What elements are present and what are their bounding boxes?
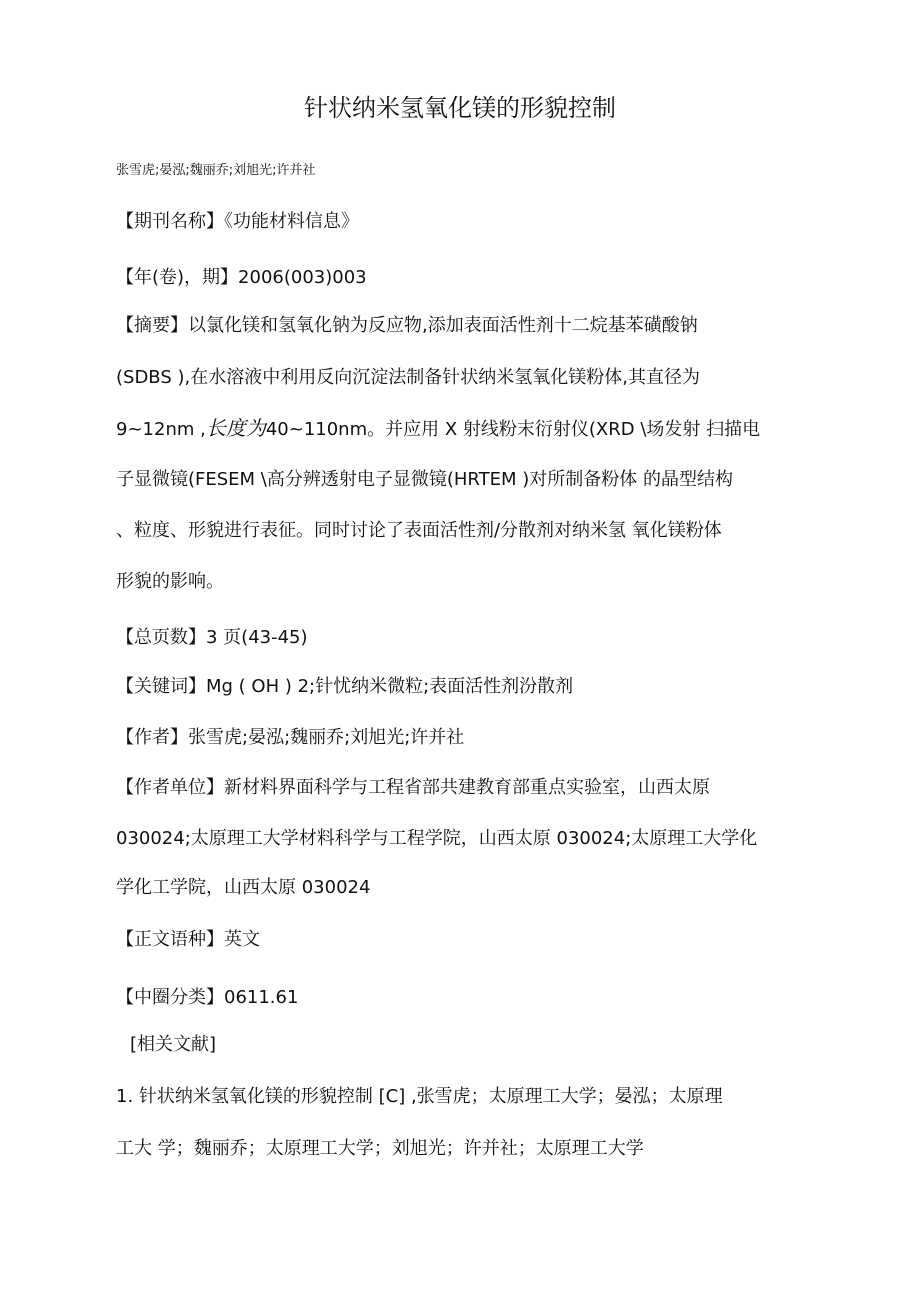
affiliation-line-3: 学化工学院，山西太原 030024 bbox=[116, 877, 371, 898]
abstract-length-label: 长度为 bbox=[205, 416, 266, 440]
abstract-line-4: 子显微镜(FESEM \高分辨透射电子显微镜(HRTEM )对所制备粉体 的晶型结构 bbox=[116, 469, 733, 490]
text-language: 【正文语种】英文 bbox=[116, 929, 260, 950]
affiliation-line-1: 【作者单位】新材料界面科学与工程省部共建教育部重点实验室，山西太原 bbox=[116, 777, 710, 798]
issue-info: 【年(卷)，期】2006(003)003 bbox=[116, 267, 367, 288]
related-item-1-line-2: 工大 学；魏丽乔；太原理工大学；刘旭光；许并社；太原理工大学 bbox=[116, 1138, 644, 1159]
abstract-line-6: 形貌的影响。 bbox=[116, 571, 224, 592]
abstract-line-1: 【摘要】以氯化镁和氢氧化钠为反应物,添加表面活性剂十二烷基苯磺酸钠 bbox=[116, 315, 698, 336]
classification: 【中圈分类】0611.61 bbox=[116, 987, 299, 1008]
abstract-line-3 bbox=[116, 413, 760, 445]
related-heading: [相关文献] bbox=[130, 1034, 217, 1055]
related-item-1-line-1: 1. 针状纳米氢氧化镁的形貌控制 [C] ,张雪虎；太原理工大学；晏泓；太原理 bbox=[116, 1086, 723, 1107]
abstract-line-2: (SDBS ),在水溶液中利用反向沉淀法制备针状纳米氢氧化镁粉体,其直径为 bbox=[116, 367, 700, 388]
keywords: 【关键词】Mg ( OH ) 2;针忧纳米微粒;表面活性剂汾散剂 bbox=[116, 676, 574, 697]
abstract-length-rest: 40~110nm。并应用 X 射线粉末衍射仪(XRD \场发射 扫描电 bbox=[265, 419, 761, 440]
author-field: 【作者】张雪虎;晏泓;魏丽乔;刘旭光;许并社 bbox=[116, 727, 465, 748]
affiliation-line-2: 030024;太原理工大学材料科学与工程学院，山西太原 030024;太原理工大学化 bbox=[116, 828, 758, 849]
authors-line: 张雪虎;晏泓;魏丽乔;刘旭光;许并社 bbox=[116, 163, 316, 178]
abstract-diameter: 9~12nm , bbox=[116, 419, 206, 440]
abstract-line-5: 、粒度、形貌进行表征。同时讨论了表面活性剂/分散剂对纳米氢 氧化镁粉体 bbox=[116, 520, 722, 541]
total-pages: 【总页数】3 页(43-45) bbox=[116, 627, 308, 648]
journal-name: 【期刊名称】《功能材料信息》 bbox=[116, 211, 359, 232]
document-title: 针状纳米氢氧化镁的形貌控制 bbox=[304, 94, 616, 122]
